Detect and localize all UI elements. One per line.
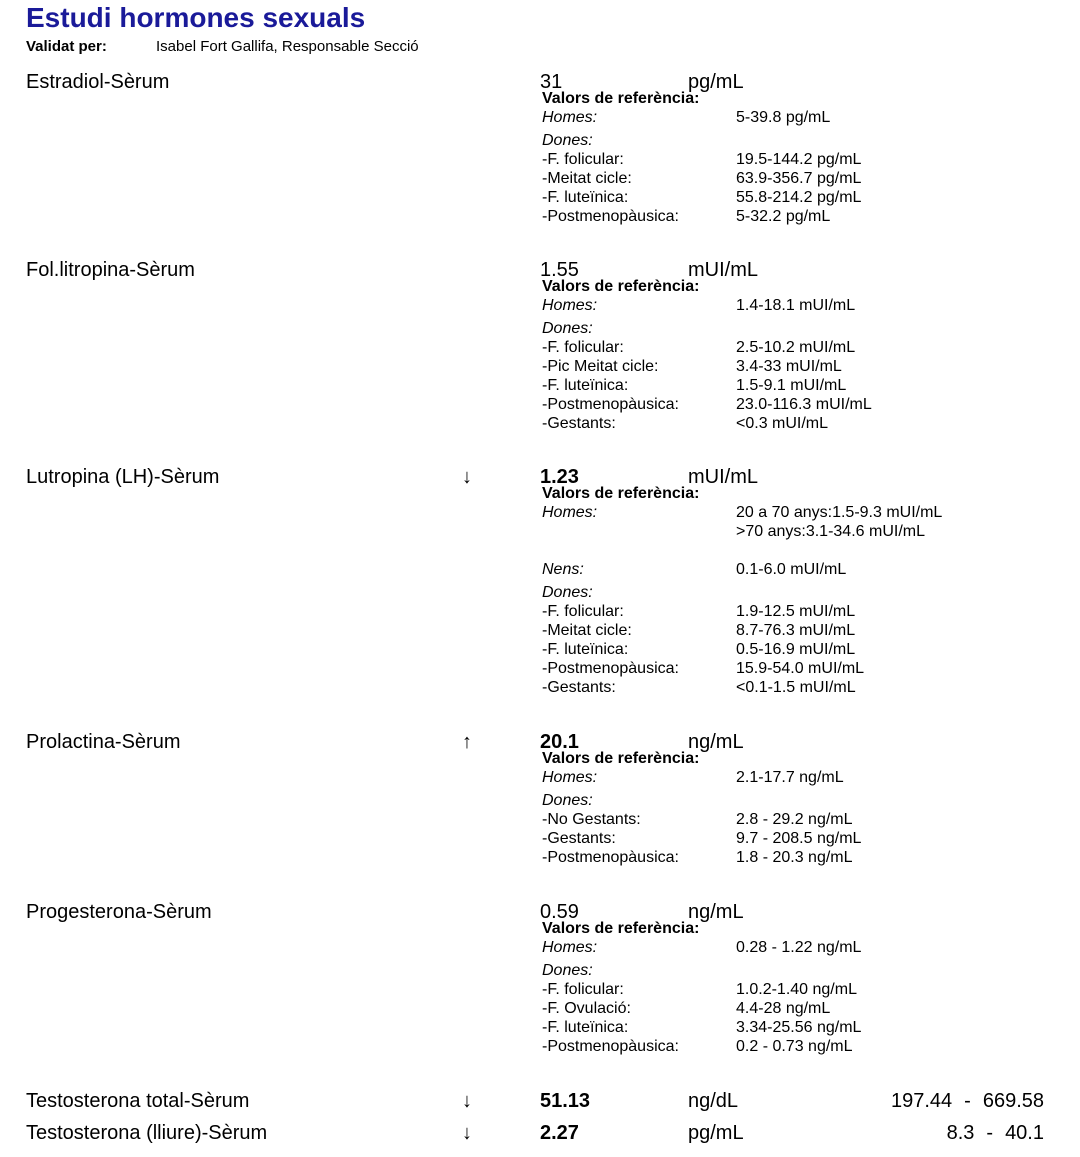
- test-value: 31: [540, 71, 563, 93]
- reference-row: [542, 376, 1062, 395]
- reference-label: -F. folicular:: [542, 339, 624, 356]
- test-value: 1.55: [540, 259, 579, 281]
- arrow-down-icon: ↓: [462, 1090, 472, 1112]
- test-name: Estradiol-Sèrum: [26, 71, 170, 93]
- reference-range: 5-39.8 pg/mL: [736, 109, 831, 126]
- reference-row: [542, 188, 1062, 207]
- test-value: 51.13: [540, 1090, 591, 1112]
- reference-row: [542, 414, 1062, 433]
- reference-row: [542, 938, 1062, 957]
- reference-label: -Gestants:: [542, 830, 616, 847]
- reference-range: 3.34-25.56 ng/mL: [736, 1019, 862, 1036]
- test-testosterone-free: [0, 1121, 1080, 1147]
- reference-label: Dones:: [542, 132, 593, 149]
- reference-label: -Postmenopàusica:: [542, 208, 679, 225]
- test-unit: ng/mL: [688, 901, 744, 923]
- reference-range: 3.4-33 mUI/mL: [736, 358, 842, 375]
- reference-heading: Valors de referència:: [542, 278, 700, 295]
- reference-label: -No Gestants:: [542, 811, 641, 828]
- test-testosterone-total: [0, 1089, 1080, 1115]
- test-unit: ng/dL: [688, 1090, 739, 1112]
- range-high: 40.1: [1005, 1122, 1044, 1144]
- range-separator: -: [986, 1122, 994, 1144]
- range-low: 197.44: [890, 1090, 953, 1112]
- reference-row: [542, 791, 1062, 810]
- arrow-up-icon: ↑: [462, 731, 472, 753]
- reference-range: 5-32.2 pg/mL: [736, 208, 831, 225]
- range-high: 669.58: [982, 1090, 1044, 1112]
- reference-range: <0.3 mUI/mL: [736, 415, 829, 432]
- reference-label: -F. luteïnica:: [542, 1019, 629, 1036]
- reference-label: -Pic Meitat cicle:: [542, 358, 659, 375]
- reference-label: Homes:: [542, 769, 598, 786]
- reference-row: [542, 357, 1062, 376]
- reference-label: -Meitat cicle:: [542, 170, 632, 187]
- reference-label: Homes:: [542, 939, 598, 956]
- reference-row: [542, 961, 1062, 980]
- reference-row: [542, 503, 1062, 522]
- test-name: Prolactina-Sèrum: [26, 731, 181, 753]
- reference-range: 1.0.2-1.40 ng/mL: [736, 981, 857, 998]
- reference-range: 2.5-10.2 mUI/mL: [736, 339, 856, 356]
- reference-row: [542, 169, 1062, 188]
- reference-range: [947, 1121, 1044, 1145]
- reference-range: 1.9-12.5 mUI/mL: [736, 603, 856, 620]
- reference-label: -Postmenopàusica:: [542, 1038, 679, 1055]
- reference-row: [542, 1018, 1062, 1037]
- reference-row: [542, 150, 1062, 169]
- reference-range: 55.8-214.2 pg/mL: [736, 189, 862, 206]
- reference-heading: Valors de referència:: [542, 920, 700, 937]
- reference-row: [542, 395, 1062, 414]
- reference-label: -F. folicular:: [542, 151, 624, 168]
- test-name: Testosterona (lliure)-Sèrum: [26, 1122, 268, 1144]
- test-name: Fol.litropina-Sèrum: [26, 259, 195, 281]
- test-value: 20.1: [540, 731, 579, 753]
- reference-range: 19.5-144.2 pg/mL: [736, 151, 862, 168]
- reference-row: [542, 560, 1062, 579]
- test-value: 0.59: [540, 901, 579, 923]
- reference-row: [542, 829, 1062, 848]
- reference-values: [542, 938, 1062, 1056]
- reference-label: -Postmenopàusica:: [542, 396, 679, 413]
- reference-label: -Meitat cicle:: [542, 622, 632, 639]
- reference-row: [542, 768, 1062, 787]
- reference-row: [542, 848, 1062, 867]
- reference-row: [542, 296, 1062, 315]
- arrow-down-icon: ↓: [462, 1122, 472, 1144]
- reference-range: 1.8 - 20.3 ng/mL: [736, 849, 853, 866]
- reference-row: [542, 207, 1062, 226]
- reference-range: <0.1-1.5 mUI/mL: [736, 679, 856, 696]
- test-unit: mUI/mL: [688, 259, 758, 281]
- reference-range: 63.9-356.7 pg/mL: [736, 170, 862, 187]
- test-unit: pg/mL: [688, 71, 744, 93]
- test-unit: ng/mL: [688, 731, 744, 753]
- reference-label: Homes:: [542, 504, 598, 521]
- reference-label: -Postmenopàusica:: [542, 660, 679, 677]
- test-name: Progesterona-Sèrum: [26, 901, 212, 923]
- reference-row: [542, 659, 1062, 678]
- reference-range: 0.2 - 0.73 ng/mL: [736, 1038, 853, 1055]
- reference-row: [542, 1037, 1062, 1056]
- reference-label: Dones:: [542, 584, 593, 601]
- reference-range: 1.5-9.1 mUI/mL: [736, 377, 847, 394]
- reference-label: -Postmenopàusica:: [542, 849, 679, 866]
- reference-label: -F. folicular:: [542, 981, 624, 998]
- reference-label: -F. folicular:: [542, 603, 624, 620]
- range-separator: -: [964, 1090, 971, 1112]
- reference-range: 2.8 - 29.2 ng/mL: [736, 811, 853, 828]
- reference-row: [542, 602, 1062, 621]
- reference-label: Homes:: [542, 109, 598, 126]
- reference-values: [542, 108, 1062, 226]
- reference-row: [542, 621, 1062, 640]
- range-low: 8.3: [946, 1122, 975, 1144]
- reference-label: -Gestants:: [542, 679, 616, 696]
- reference-label: Dones:: [542, 792, 593, 809]
- reference-range: 15.9-54.0 mUI/mL: [736, 660, 865, 677]
- reference-range: 20 a 70 anys:1.5-9.3 mUI/mL: [736, 504, 943, 521]
- reference-row: [542, 583, 1062, 602]
- reference-range: 0.28 - 1.22 ng/mL: [736, 939, 862, 956]
- reference-range: 23.0-116.3 mUI/mL: [736, 396, 872, 413]
- reference-range: 1.4-18.1 mUI/mL: [736, 297, 856, 314]
- reference-range: 0.1-6.0 mUI/mL: [736, 561, 847, 578]
- reference-range: 0.5-16.9 mUI/mL: [736, 641, 856, 658]
- reference-label: Dones:: [542, 320, 593, 337]
- reference-label: Homes:: [542, 297, 598, 314]
- test-unit: pg/mL: [688, 1122, 744, 1144]
- reference-range: 4.4-28 ng/mL: [736, 1000, 831, 1017]
- reference-label: -F. Ovulació:: [542, 1000, 631, 1017]
- validated-value: Isabel Fort Gallifa, Responsable Secció: [156, 38, 419, 55]
- test-value: 2.27: [540, 1122, 579, 1144]
- reference-row: [542, 999, 1062, 1018]
- reference-row: [542, 522, 1062, 541]
- reference-heading: Valors de referència:: [542, 750, 700, 767]
- reference-row: [542, 980, 1062, 999]
- validated-label: Validat per:: [26, 38, 107, 55]
- reference-label: -Gestants:: [542, 415, 616, 432]
- reference-row: [542, 810, 1062, 829]
- test-value: 1.23: [540, 466, 579, 488]
- reference-range: 9.7 - 208.5 ng/mL: [736, 830, 862, 847]
- reference-range: 8.7-76.3 mUI/mL: [736, 622, 856, 639]
- reference-range: >70 anys:3.1-34.6 mUI/mL: [736, 523, 925, 540]
- test-name: Testosterona total-Sèrum: [26, 1090, 250, 1112]
- reference-range: [891, 1089, 1044, 1113]
- reference-heading: Valors de referència:: [542, 90, 700, 107]
- reference-row: [542, 108, 1062, 127]
- reference-values: [542, 503, 1062, 697]
- reference-row: [542, 338, 1062, 357]
- reference-values: [542, 296, 1062, 433]
- reference-row: [542, 678, 1062, 697]
- reference-row: [542, 640, 1062, 659]
- reference-range: 2.1-17.7 ng/mL: [736, 769, 844, 786]
- reference-row: [542, 131, 1062, 150]
- reference-label: -F. luteïnica:: [542, 377, 629, 394]
- reference-row: [542, 319, 1062, 338]
- reference-label: -F. luteïnica:: [542, 641, 629, 658]
- arrow-down-icon: ↓: [462, 466, 472, 488]
- test-unit: mUI/mL: [688, 466, 758, 488]
- page-title: Estudi hormones sexuals: [26, 2, 366, 33]
- reference-heading: Valors de referència:: [542, 485, 700, 502]
- test-name: Lutropina (LH)-Sèrum: [26, 466, 220, 488]
- reference-label: -F. luteïnica:: [542, 189, 629, 206]
- reference-label: Nens:: [542, 561, 584, 578]
- reference-values: [542, 768, 1062, 867]
- reference-label: Dones:: [542, 962, 593, 979]
